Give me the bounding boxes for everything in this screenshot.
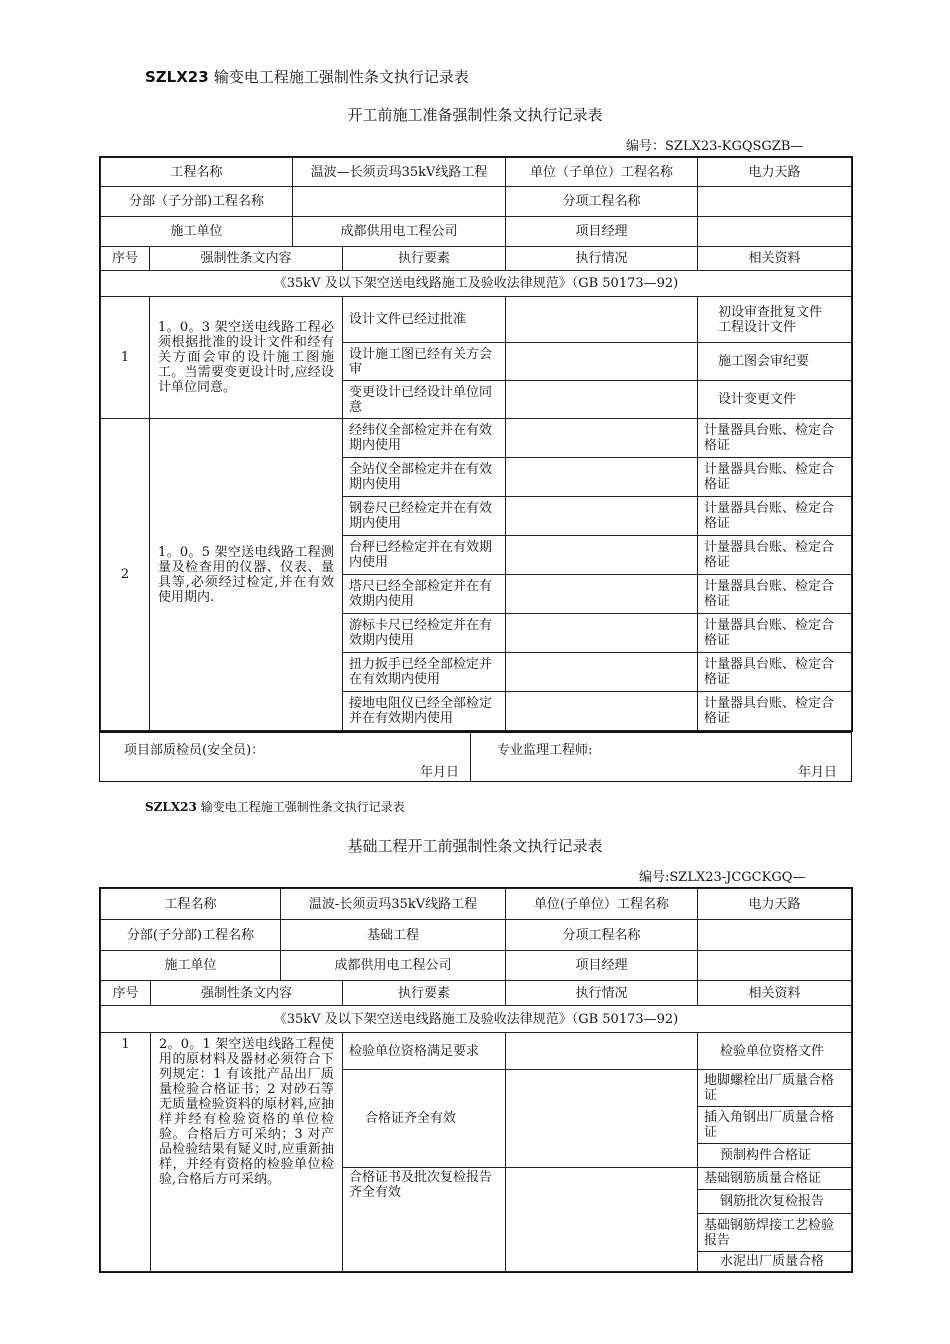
unit-project-label: 单位(子单位）工程名称 bbox=[506, 889, 698, 920]
docs-cell: 基础钢筋焊接工艺检验报告 bbox=[698, 1214, 852, 1252]
docs-cell: 计量器具台账、检定合格证 bbox=[698, 458, 852, 497]
unit-project-value: 电力天路 bbox=[698, 889, 852, 920]
sign-right-label: 专业监理工程师: bbox=[497, 743, 593, 758]
docs-cell: 初设审查批复文件 工程设计文件 bbox=[698, 297, 852, 343]
docs-cell: 施工图会审纪要 bbox=[698, 343, 852, 381]
page-header-2-title: 输变电工程施工强制性条文执行记录表 bbox=[200, 800, 405, 814]
docs-cell: 计量器具台账、检定合格证 bbox=[698, 653, 852, 692]
project-name-label: 工程名称 bbox=[101, 158, 293, 187]
status-cell bbox=[506, 381, 698, 419]
row-no: 2 bbox=[101, 419, 150, 731]
status-cell bbox=[506, 497, 698, 536]
page-header-title: 输变电工程施工强制性条文执行记录表 bbox=[213, 68, 469, 86]
element-cell: 台秤已经检定并在有效期内使用 bbox=[343, 536, 506, 575]
page-header-2 bbox=[145, 798, 405, 815]
element-cell: 游标卡尺已经检定并在有效期内使用 bbox=[343, 614, 506, 653]
date-left: 年月日 bbox=[420, 765, 460, 780]
status-cell bbox=[506, 575, 698, 614]
status-cell bbox=[506, 1033, 698, 1070]
row-no: 1 bbox=[101, 1033, 151, 1272]
col-docs: 相关资料 bbox=[698, 981, 852, 1006]
signature-divider bbox=[470, 733, 471, 781]
form2-title: 基础工程开工前强制性条文执行记录表 bbox=[347, 837, 603, 855]
sub-item-label: 分项工程名称 bbox=[506, 187, 698, 217]
project-name-value: 温波—长须贡玛35kV线路工程 bbox=[293, 158, 506, 187]
page-header-2-code: SZLX23 bbox=[145, 800, 197, 814]
clause-text: 2。0。1 架空送电线路工程使用的原材料及器材必须符合下列规定：1 有该批产品出厂质量检验合格证书；2 对砂石等无质量检验资料的原材料,应抽样并经有检验资格的单位检验。合格后方可采纳；3 对产品检验结果有疑义时,应重新抽样，并经有资格的检验单位检验,合格后方可采纳。 bbox=[151, 1033, 343, 1272]
docs-cell: 钢筋批次复检报告 bbox=[698, 1190, 852, 1214]
project-name-value: 温波-长须贡玛35kV线路工程 bbox=[281, 889, 506, 920]
clause-text: 1。0。3 架空送电线路工程必须根据批准的设计文件和经有关方面会审的设计施工图施工。当需要变更设计时,应经设计单位同意。 bbox=[150, 297, 343, 419]
status-cell bbox=[506, 653, 698, 692]
sub-division-label: 分部(子分部)工程名称 bbox=[101, 920, 281, 951]
sub-item-value bbox=[698, 187, 852, 217]
element-cell: 钢卷尺已经检定并在有效期内使用 bbox=[343, 497, 506, 536]
sign-left-label: 项目部质检员(安全员)： bbox=[124, 743, 265, 758]
pm-value bbox=[698, 951, 852, 981]
element-cell: 扭力扳手已经全部检定并在有效期内使用 bbox=[343, 653, 506, 692]
standard-name: 《35kV 及以下架空送电线路施工及验收法律规范》（GB 50173—92) bbox=[101, 271, 852, 297]
docs-cell: 计量器具台账、检定合格证 bbox=[698, 536, 852, 575]
status-cell bbox=[506, 1168, 698, 1272]
docs-cell: 计量器具台账、检定合格证 bbox=[698, 614, 852, 653]
element-cell: 设计施工图已经有关方会审 bbox=[343, 343, 506, 381]
status-cell bbox=[506, 297, 698, 343]
contractor-value: 成都供用电工程公司 bbox=[281, 951, 506, 981]
docs-cell: 计量器具台账、检定合格证 bbox=[698, 497, 852, 536]
sub-division-label: 分部（子分部)工程名称 bbox=[101, 187, 293, 217]
form1-table bbox=[100, 157, 852, 731]
form1-number: 编号：SZLX23-KGQSGZB— bbox=[626, 139, 804, 154]
col-no: 序号 bbox=[101, 981, 151, 1006]
sub-item-value bbox=[698, 920, 852, 951]
element-cell: 塔尺已经全部检定并在有效期内使用 bbox=[343, 575, 506, 614]
col-element: 执行要素 bbox=[343, 981, 506, 1006]
docs-cell: 计量器具台账、检定合格证 bbox=[698, 692, 852, 731]
col-element: 执行要素 bbox=[343, 247, 506, 271]
pm-label: 项目经理 bbox=[506, 951, 698, 981]
element-cell: 接地电阻仪已经全部检定并在有效期内使用 bbox=[343, 692, 506, 731]
sub-item-label: 分项工程名称 bbox=[506, 920, 698, 951]
docs-cell: 水泥出厂质量合格 bbox=[698, 1252, 852, 1272]
element-cell: 检验单位资格满足要求 bbox=[343, 1033, 506, 1070]
element-cell: 全站仪全部检定并在有效期内使用 bbox=[343, 458, 506, 497]
col-clause: 强制性条文内容 bbox=[150, 247, 343, 271]
docs-cell: 基础钢筋质量合格证 bbox=[698, 1168, 852, 1190]
contractor-label: 施工单位 bbox=[101, 951, 281, 981]
docs-cell: 预制构件合格证 bbox=[698, 1144, 852, 1168]
clause-text: 1。0。5 架空送电线路工程测量及检查用的仪器、仪表、量具等,必须经过检定,并在有效使用期内. bbox=[150, 419, 343, 731]
status-cell bbox=[506, 458, 698, 497]
status-cell bbox=[506, 419, 698, 458]
element-cell: 设计文件已经过批准 bbox=[343, 297, 506, 343]
form1-title: 开工前施工准备强制性条文执行记录表 bbox=[347, 106, 603, 124]
pm-label: 项目经理 bbox=[506, 217, 698, 247]
standard-name: 《35kV 及以下架空送电线路施工及验收法律规范》（GB 50173—92) bbox=[101, 1006, 852, 1033]
docs-cell: 检验单位资格文件 bbox=[698, 1033, 852, 1070]
col-clause: 强制性条文内容 bbox=[151, 981, 343, 1006]
contractor-value: 成都供用电工程公司 bbox=[293, 217, 506, 247]
element-cell: 合格证书及批次复检报告齐全有效 bbox=[343, 1168, 506, 1272]
sub-division-value: 基础工程 bbox=[281, 920, 506, 951]
col-no: 序号 bbox=[101, 247, 150, 271]
contractor-label: 施工单位 bbox=[101, 217, 293, 247]
status-cell bbox=[506, 343, 698, 381]
row-no: 1 bbox=[101, 297, 150, 419]
status-cell bbox=[506, 536, 698, 575]
status-cell bbox=[506, 692, 698, 731]
docs-cell: 插入角钢出厂质量合格证 bbox=[698, 1107, 852, 1144]
element-cell: 合格证齐全有效 bbox=[343, 1070, 506, 1168]
form1-signature-box bbox=[99, 732, 852, 782]
status-cell bbox=[506, 1070, 698, 1168]
page-header bbox=[145, 66, 469, 87]
col-status: 执行情况 bbox=[506, 981, 698, 1006]
page-header-code: SZLX23 bbox=[145, 68, 209, 86]
docs-cell: 计量器具台账、检定合格证 bbox=[698, 575, 852, 614]
status-cell bbox=[506, 614, 698, 653]
docs-cell: 地脚螺栓出厂质量合格证 bbox=[698, 1070, 852, 1107]
pm-value bbox=[698, 217, 852, 247]
sub-division-value bbox=[293, 187, 506, 217]
form2-table bbox=[100, 888, 852, 1272]
unit-project-label: 单位（子单位）工程名称 bbox=[506, 158, 698, 187]
docs-cell: 设计变更文件 bbox=[698, 381, 852, 419]
col-docs: 相关资料 bbox=[698, 247, 852, 271]
element-cell: 经纬仪全部检定并在有效期内使用 bbox=[343, 419, 506, 458]
date-right: 年月日 bbox=[798, 765, 838, 780]
project-name-label: 工程名称 bbox=[101, 889, 281, 920]
unit-project-value: 电力天路 bbox=[698, 158, 852, 187]
col-status: 执行情况 bbox=[506, 247, 698, 271]
form2-number: 编号:SZLX23-JCGCKGQ— bbox=[639, 870, 806, 885]
element-cell: 变更设计已经设计单位同意 bbox=[343, 381, 506, 419]
docs-cell: 计量器具台账、检定合格证 bbox=[698, 419, 852, 458]
